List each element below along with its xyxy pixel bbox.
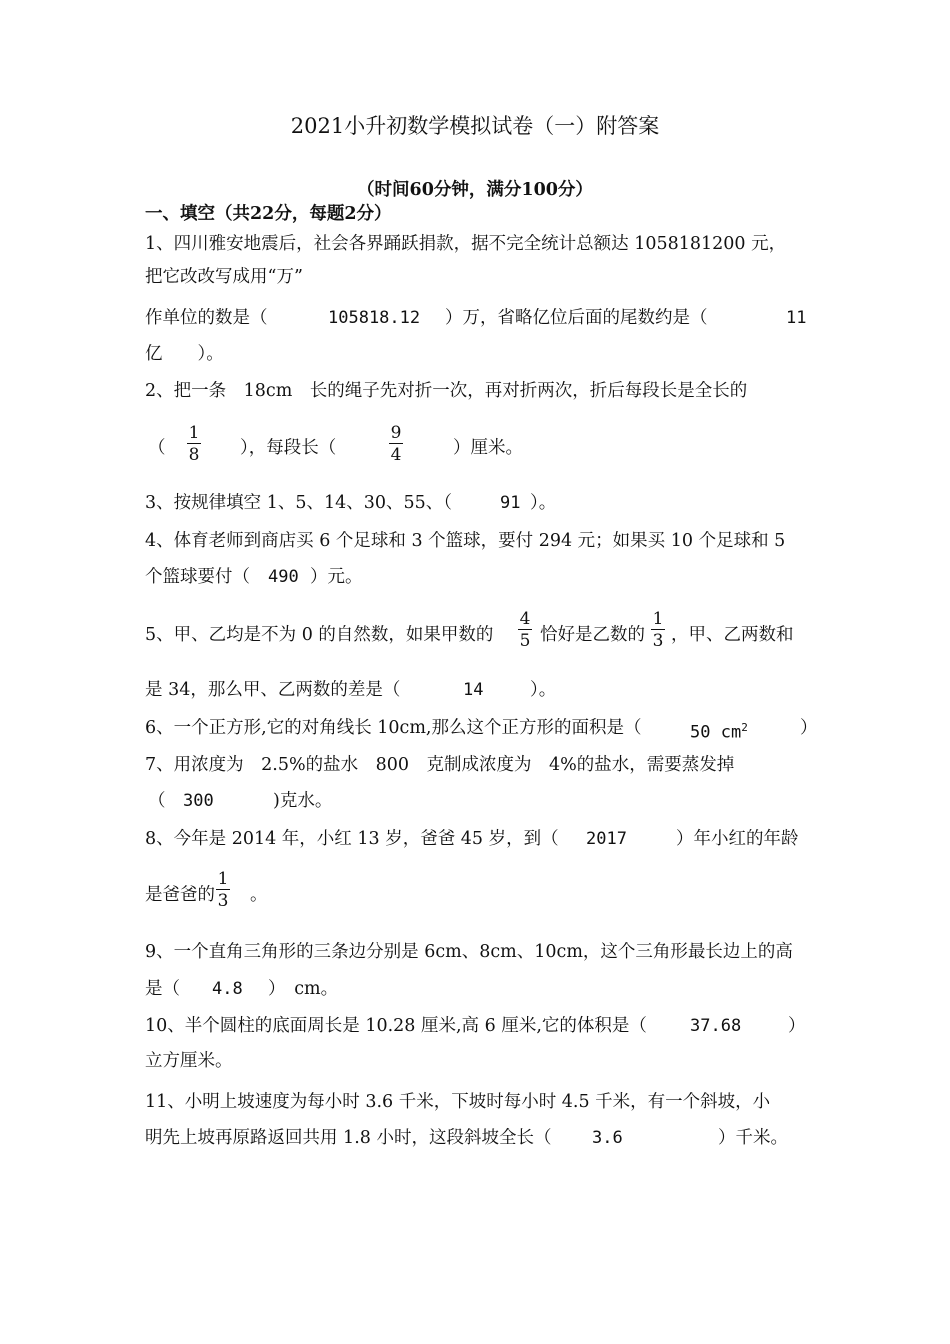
question-9-line-2b: ） cm。 <box>268 979 339 999</box>
question-9-answer: 4.8 <box>212 979 243 999</box>
question-5-line-2b: ）。 <box>530 680 557 700</box>
question-2-fraction-1 <box>187 424 201 464</box>
question-1-line-1: 1、四川雅安地震后，社会各界踊跃捐款，据不完全统计总额达 1058181200 元， <box>145 234 787 254</box>
question-3-end: ）。 <box>530 493 557 513</box>
question-10-end: ） <box>788 1016 806 1036</box>
question-4-line-2a: 个篮球要付（ <box>145 567 250 587</box>
question-7-answer: 300 <box>183 791 214 811</box>
fraction-numerator: 1 <box>188 423 200 443</box>
question-1-line-3b: ）万，省略亿位后面的尾数约是（ <box>445 308 708 328</box>
fraction-bar <box>651 629 665 630</box>
question-11-line-2b: ）千米。 <box>718 1128 788 1148</box>
question-1-line-2: 把它改改写成用“万” <box>145 267 303 287</box>
question-6-answer-exponent: 2 <box>741 721 748 734</box>
question-2-fraction-2 <box>389 424 403 464</box>
question-8-line-1a: 8、今年是 2014 年，小红 13 岁，爸爸 45 岁，到（ <box>145 829 559 849</box>
question-3-answer: 91 <box>500 493 521 513</box>
question-8-fraction <box>216 870 230 910</box>
fraction-denominator: 5 <box>519 631 531 651</box>
question-1-answer-1: 105818.12 <box>328 308 421 328</box>
fraction-bar <box>389 443 403 444</box>
question-11-answer: 3.6 <box>592 1128 623 1148</box>
question-3-text: 3、按规律填空 1、5、14、30、55、（ <box>145 493 453 513</box>
fraction-denominator: 4 <box>390 445 402 465</box>
question-8-line-2: 是爸爸的 <box>145 885 215 905</box>
fraction-denominator: 3 <box>652 631 664 651</box>
question-2-open: （ <box>148 438 166 458</box>
fraction-denominator: 8 <box>188 445 200 465</box>
question-1-answer-2: 11 <box>786 308 807 328</box>
question-4-line-2b: ）元。 <box>310 567 363 587</box>
page-title: 2021小升初数学模拟试卷（一）附答案 <box>290 114 660 138</box>
question-6-text: 6、一个正方形,它的对角线长 10cm,那么这个正方形的面积是（ <box>145 718 642 738</box>
question-6-end: ） <box>800 718 818 738</box>
fraction-bar <box>518 629 532 630</box>
question-5-fraction-1 <box>518 610 532 650</box>
fraction-numerator: 4 <box>519 609 531 629</box>
question-9-line-2a: 是（ <box>145 979 180 999</box>
question-5-part-3: ，甲、乙两数和 <box>671 625 794 645</box>
fraction-numerator: 1 <box>217 869 229 889</box>
fraction-bar <box>216 889 230 890</box>
question-6-answer-value: 50 cm <box>690 722 742 743</box>
question-7-line-1: 7、用浓度为 2.5%的盐水 800 克制成浓度为 4%的盐水，需要蒸发掉 <box>145 755 735 775</box>
question-2-end: ）厘米。 <box>453 438 523 458</box>
fraction-denominator: 3 <box>217 891 229 911</box>
question-5-line-2a: 是 34，那么甲、乙两数的差是（ <box>145 680 401 700</box>
page-subtitle: （时间60分钟，满分100分） <box>357 180 593 200</box>
question-9-line-1: 9、一个直角三角形的三条边分别是 6cm、8cm、10cm，这个三角形最长边上的高 <box>145 942 793 962</box>
question-4-answer: 490 <box>268 567 299 587</box>
question-1-line-4: 亿 ）。 <box>145 344 224 364</box>
question-7-open: （ <box>148 791 166 811</box>
question-5-fraction-2 <box>651 610 665 650</box>
question-10-line-2: 立方厘米。 <box>145 1051 233 1071</box>
fraction-numerator: 9 <box>390 423 402 443</box>
question-1-line-3a: 作单位的数是（ <box>145 308 268 328</box>
question-7-end: )克水。 <box>273 791 333 811</box>
question-5-part-1: 5、甲、乙均是不为 0 的自然数，如果甲数的 <box>145 625 494 645</box>
question-11-line-1: 11、小明上坡速度为每小时 3.6 千米，下坡时每小时 4.5 千米，有一个斜坡，小 <box>145 1092 771 1112</box>
fraction-numerator: 1 <box>652 609 664 629</box>
question-10-line-1: 10、半个圆柱的底面周长是 10.28 厘米,高 6 厘米,它的体积是（ <box>145 1016 647 1036</box>
question-8-answer: 2017 <box>586 829 627 849</box>
question-8-line-2-end: 。 <box>250 885 268 905</box>
question-8-line-1b: ）年小红的年龄 <box>676 829 799 849</box>
question-5-answer: 14 <box>463 680 484 700</box>
fraction-bar <box>187 443 201 444</box>
question-2-line-1: 2、把一条 18cm 长的绳子先对折一次，再对折两次，折后每段长是全长的 <box>145 381 748 401</box>
question-5-part-2: 恰好是乙数的 <box>540 625 645 645</box>
section-heading: 一、填空（共22分，每题2分） <box>145 204 392 224</box>
question-11-line-2a: 明先上坡再原路返回共用 1.8 小时，这段斜坡全长（ <box>145 1128 552 1148</box>
question-10-answer: 37.68 <box>690 1016 742 1036</box>
question-4-line-1: 4、体育老师到商店买 6 个足球和 3 个篮球，要付 294 元；如果买 10 个足球和 5 <box>145 531 786 551</box>
question-6-answer <box>690 717 748 744</box>
question-2-mid: ），每段长（ <box>240 438 337 458</box>
